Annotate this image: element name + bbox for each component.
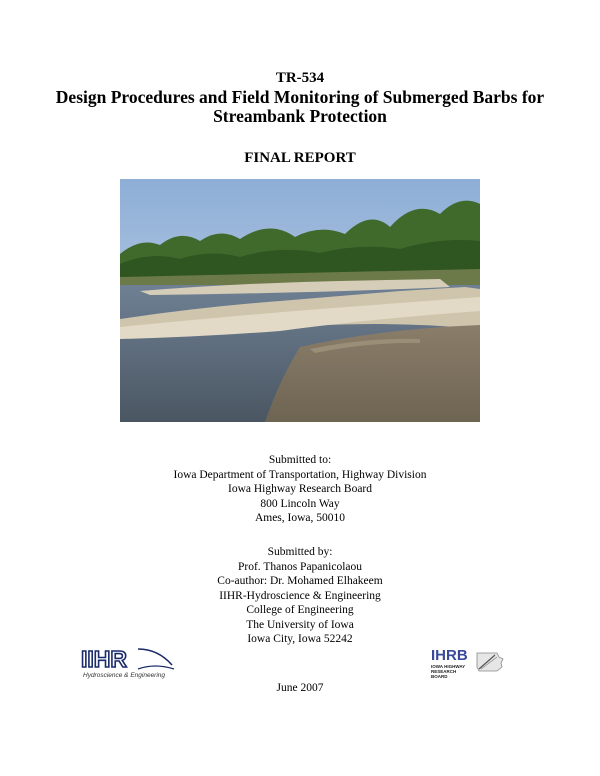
iowa-state-icon — [475, 649, 505, 673]
submitted-to-heading: Submitted to: — [268, 454, 332, 466]
ihrb-logo-text: IHRB — [431, 647, 468, 664]
river-bank-photo — [120, 179, 480, 422]
report-date: June 2007 — [276, 682, 324, 694]
report-subtitle: FINAL REPORT — [244, 150, 356, 166]
submitted-to-line: Iowa Highway Research Board — [227, 483, 373, 495]
submitted-by-line: IIHR-Hydroscience & Engineering — [219, 589, 381, 602]
iihr-logo — [80, 645, 175, 681]
iihr-logo-tagline: Hydroscience & Engineering — [83, 672, 166, 679]
iihr-logo-mark — [80, 645, 175, 673]
iihr-logo-text: IIHR — [81, 646, 127, 672]
report-title-line-2: Streambank Protection — [213, 106, 387, 126]
submitted-by-line: College of Engineering — [246, 604, 354, 616]
cover-photo — [120, 179, 480, 422]
submitted-to-block — [0, 453, 600, 526]
submitted-by-block — [0, 545, 600, 647]
submitted-to-line: Ames, Iowa, 50010 — [254, 512, 346, 524]
submitted-by-line: Prof. Thanos Papanicolaou — [237, 560, 363, 573]
submitted-by-heading: Submitted by: — [267, 546, 333, 558]
report-number: TR-534 — [275, 70, 325, 86]
submitted-by-line: Co-author: Dr. Mohamed Elhakeem — [217, 575, 383, 587]
report-title-line-1: Design Procedures and Field Monitoring of Submerged Barbs for — [55, 87, 545, 107]
submitted-to-line: 800 Lincoln Way — [260, 497, 340, 510]
submitted-by-line: The University of Iowa — [246, 618, 354, 631]
ihrb-logo — [431, 645, 506, 679]
submitted-to-line: Iowa Department of Transportation, Highway Division — [173, 468, 427, 481]
ihrb-logo-tagline: IOWA HIGHWAY RESEARCH BOARD — [431, 664, 466, 679]
report-title — [0, 88, 600, 126]
submitted-by-line: Iowa City, Iowa 52242 — [247, 633, 353, 645]
